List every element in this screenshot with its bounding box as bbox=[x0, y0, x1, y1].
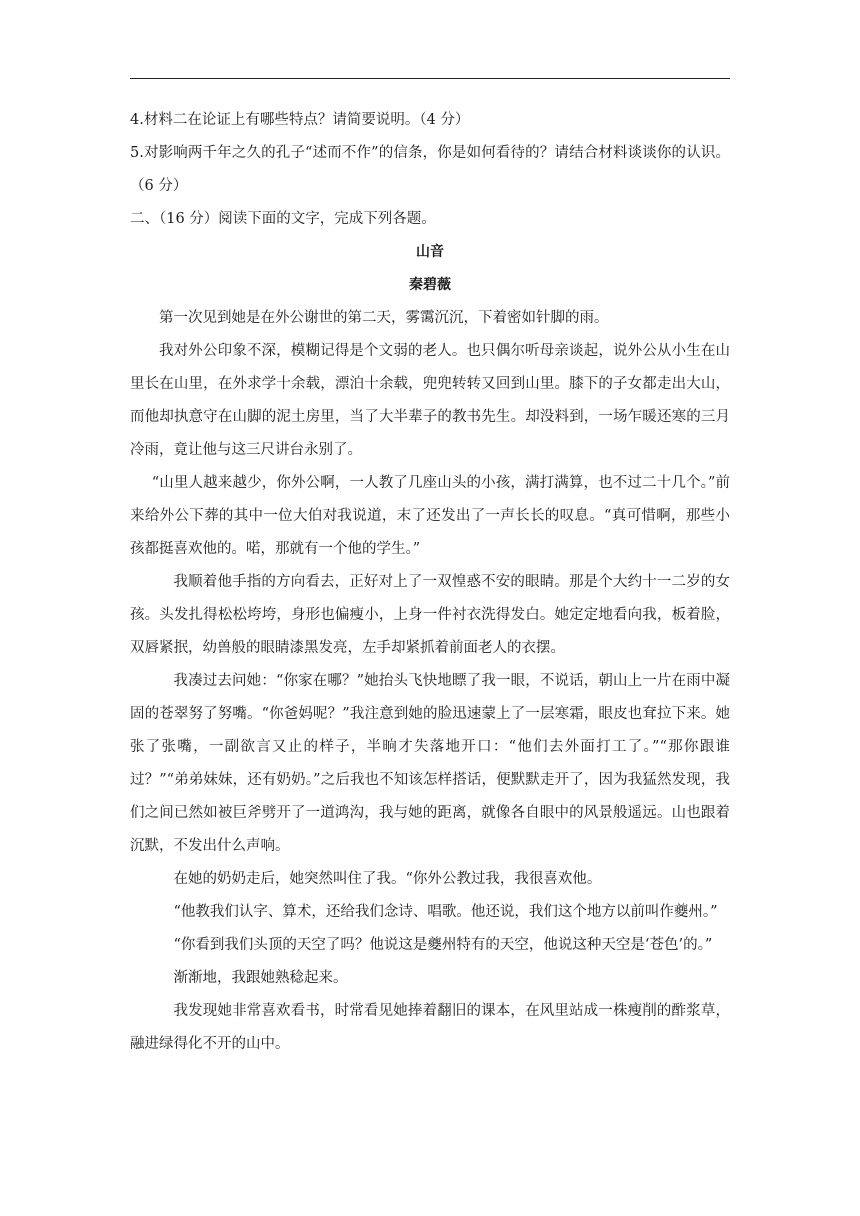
story-paragraph: 我发现她非常喜欢看书，时常看见她捧着翻旧的课本，在风里站成一株瘦削的酢浆草，融进绿得化不开的山中。 bbox=[130, 1003, 730, 1052]
story-title: 山音 bbox=[416, 244, 444, 260]
story-paragraph: “你看到我们头顶的天空了吗？他说这是夔州特有的天空，他说这种天空是‘苍色’的。” bbox=[173, 937, 713, 953]
section-heading: 二、（16 分）阅读下面的文字，完成下列各题。 bbox=[130, 211, 436, 227]
story-paragraph: 在她的奶奶走后，她突然叫住了我。“你外公教过我，我很喜欢他。 bbox=[173, 871, 602, 887]
story-paragraph: 我对外公印象不深，模糊记得是个文弱的老人。也只偶尔听母亲谈起，说外公从小生在山里长在山里，在外求学十余载，漂泊十余载，兜兜转转又回到山里。膝下的子女都走出大山，而他却执意守在山脚的泥土房里，当了大半辈子的教书先生。却没料到，一场乍暖还寒的三月冷雨，竟让他与这三尺讲台永别了。 bbox=[130, 343, 730, 458]
story-paragraph: “他教我们认字、算术，还给我们念诗、唱歌。他还说，我们这个地方以前叫作夔州。” bbox=[173, 904, 718, 920]
document-body bbox=[130, 104, 730, 1061]
story-paragraph: 渐渐地，我跟她熟稔起来。 bbox=[173, 970, 348, 986]
header-rule bbox=[130, 78, 730, 79]
story-paragraph: 第一次见到她是在外公谢世的第二天，雾霭沉沉，下着密如针脚的雨。 bbox=[159, 310, 609, 326]
question-5: 5.对影响两千年之久的孔子“述而不作”的信条，你是如何看待的？请结合材料谈谈你的认识。（6 分） bbox=[130, 145, 730, 194]
story-author: 秦碧薇 bbox=[409, 277, 451, 293]
story-paragraph: 我顺着他手指的方向看去，正好对上了一双惶惑不安的眼睛。那是个大约十一二岁的女孩。头发扎得松松垮垮，身形也偏瘦小，上身一件衬衣洗得发白。她定定地看向我，板着脸，双唇紧抿，幼兽般的眼睛漆黑发亮，左手却紧抓着前面老人的衣摆。 bbox=[130, 574, 730, 656]
story-paragraph: “山里人越来越少，你外公啊，一人教了几座山头的小孩，满打满算，也不过二十几个。”前来给外公下葬的其中一位大伯对我说道，末了还发出了一声长长的叹息。“真可惜啊，那些小孩都挺喜欢他的。喏，那就有一个他的学生。” bbox=[130, 475, 730, 557]
question-4: 4.材料二在论证上有哪些特点？请简要说明。（4 分） bbox=[130, 112, 470, 128]
story-paragraph: 我凑过去问她：“你家在哪？”她抬头飞快地瞟了我一眼，不说话，朝山上一片在雨中凝固的苍翠努了努嘴。“你爸妈呢？”我注意到她的脸迅速蒙上了一层寒霜，眼皮也耷拉下来。她张了张嘴，一副欲言又止的样子，半晌才失落地开口：“他们去外面打工了。”“那你跟谁过？”“弟弟妹妹，还有奶奶。”之后我也不知该怎样搭话，便默默走开了，因为我猛然发现，我们之间已然如被巨斧劈开了一道鸿沟，我与她的距离，就像各自眼中的风景般遥远。山也跟着沉默，不发出什么声响。 bbox=[130, 673, 730, 854]
